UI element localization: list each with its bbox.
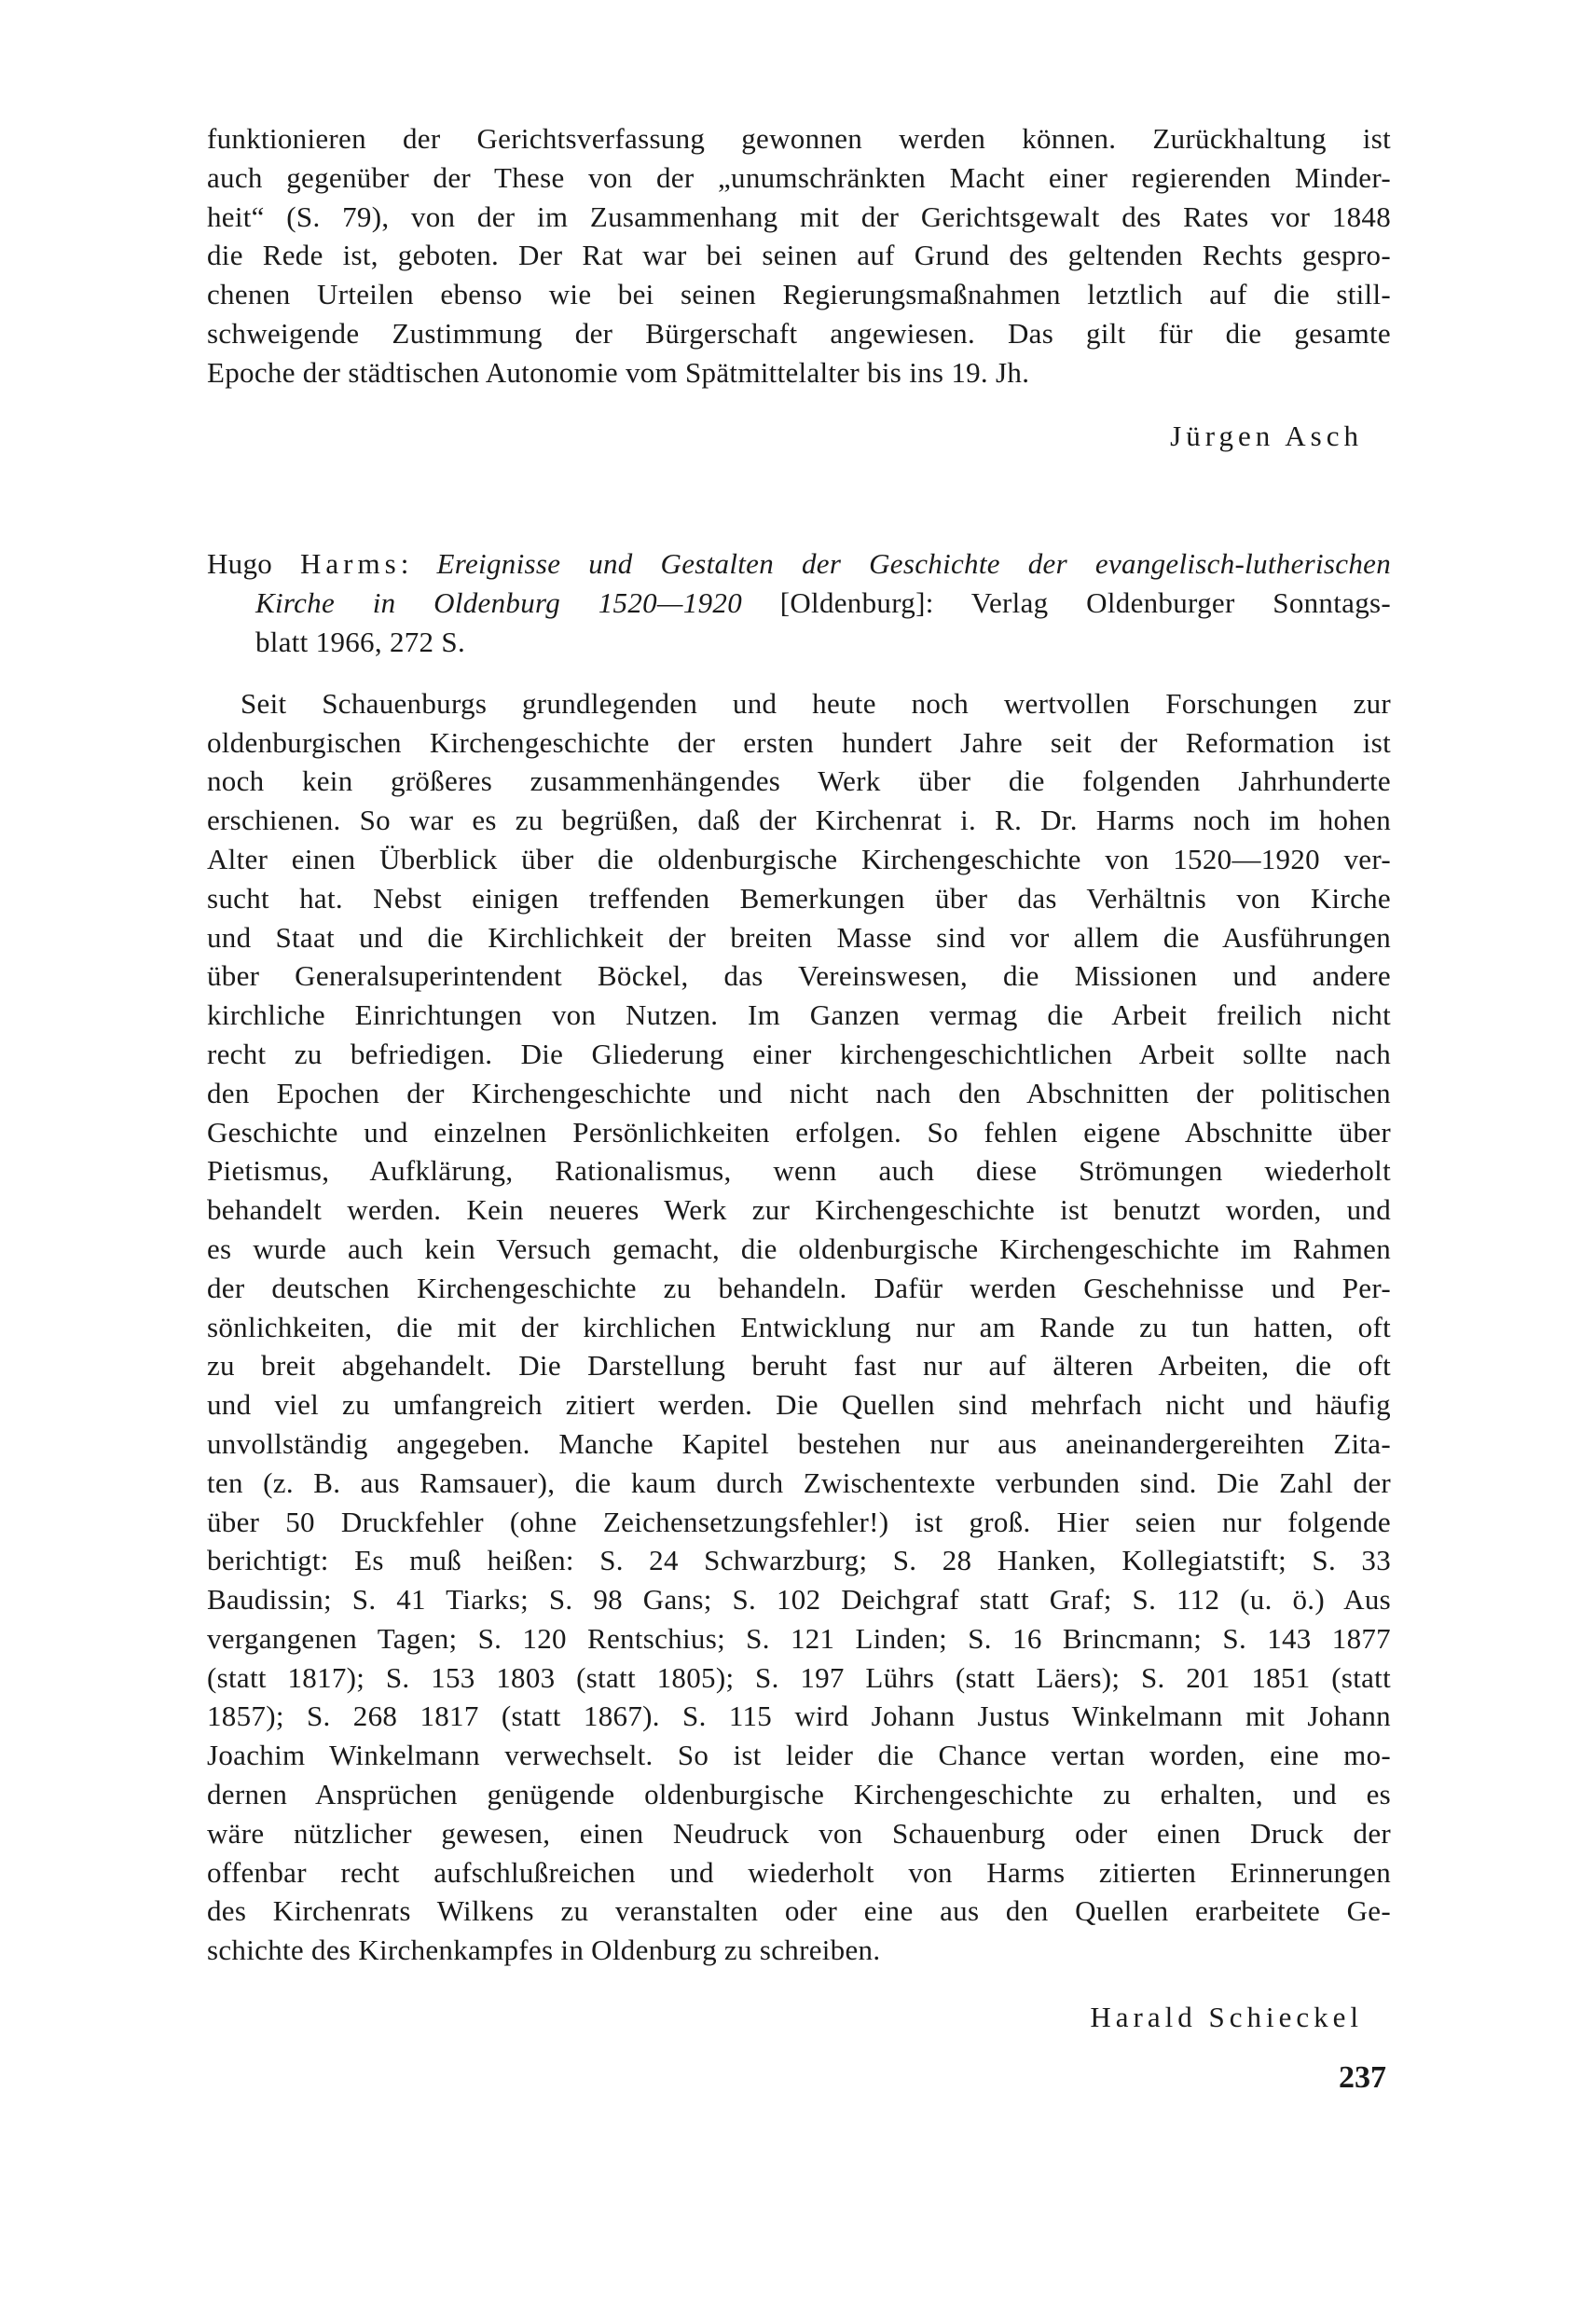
text-column bbox=[207, 119, 1391, 2037]
citation-title-part-2: Kirche in Oldenburg 1520—1920 bbox=[255, 586, 742, 620]
citation-year-pages: blatt 1966, 272 S. bbox=[255, 625, 465, 658]
text-line: erschienen. So war es zu begrüßen, daß der Kirchenrat i. R. Dr. Harms noch im hohen bbox=[207, 804, 1391, 837]
citation-author-last: Harms bbox=[300, 547, 401, 581]
text-line: heit“ (S. 79), von der im Zusammenhang mit der Gerichtsgewalt des Rates vor 1848 bbox=[207, 200, 1391, 233]
text-line: kirchliche Einrichtungen von Nutzen. Im Ganzen vermag die Arbeit freilich nicht bbox=[207, 998, 1391, 1032]
text-line: sucht hat. Nebst einigen treffenden Bemerkungen über das Verhältnis von Kirche bbox=[207, 881, 1391, 915]
text-line: sönlichkeiten, die mit der kirchlichen Entwicklung nur am Rande zu tun hatten, oft bbox=[207, 1310, 1391, 1343]
text-line: es wurde auch kein Versuch gemacht, die oldenburgische Kirchengeschichte im Rahmen bbox=[207, 1232, 1391, 1265]
page-number: 237 bbox=[1339, 2060, 1386, 2095]
text-line: ten (z. B. aus Ramsauer), die kaum durch Zwischentexte verbunden sind. Die Zahl der bbox=[207, 1466, 1391, 1499]
text-line: die Rede ist, geboten. Der Rat war bei seinen auf Grund des geltenden Rechts gespro- bbox=[207, 239, 1391, 272]
text-line: (statt 1817); S. 153 1803 (statt 1805); S. 197 Lührs (statt Läers); S. 201 1851 (statt bbox=[207, 1660, 1391, 1694]
text-line: Joachim Winkelmann verwechselt. So ist leider die Chance vertan worden, eine mo- bbox=[207, 1739, 1391, 1772]
text-line: Baudissin; S. 41 Tiarks; S. 98 Gans; S. 102 Deichgraf statt Graf; S. 112 (u. ö.) Aus bbox=[207, 1583, 1391, 1617]
text-line: der deutschen Kirchengeschichte zu behandeln. Dafür werden Geschehnisse und Per- bbox=[207, 1271, 1391, 1304]
text-line: unvollständig angegeben. Manche Kapitel bestehen nur aus aneinandergereihten Zita- bbox=[207, 1426, 1391, 1460]
review-2-text bbox=[207, 684, 1391, 1970]
citation-author-first: Hugo bbox=[207, 547, 273, 581]
citation-publisher: [Oldenburg]: Verlag Oldenburger Sonntags- bbox=[779, 586, 1391, 620]
text-line: noch kein größeres zusammenhängendes Werk über die folgenden Jahrhunderte bbox=[207, 764, 1391, 798]
citation-title-part-1: Ereignisse und Gestalten der Geschichte der evangelisch-lutherischen bbox=[436, 547, 1391, 581]
citation-separator: : bbox=[400, 547, 409, 581]
text-line: funktionieren der Gerichtsverfassung gewonnen werden können. Zurückhaltung ist bbox=[207, 122, 1391, 155]
text-line: zu breit abgehandelt. Die Darstellung beruht fast nur auf älteren Arbeiten, die oft bbox=[207, 1349, 1391, 1383]
reviewer-signature-asch: Jürgen Asch bbox=[1170, 419, 1363, 452]
text-line: Geschichte und einzelnen Persönlichkeiten erfolgen. So fehlen eigene Abschnitte über bbox=[207, 1115, 1391, 1149]
review-1-text bbox=[207, 119, 1391, 392]
text-line: 1857); S. 268 1817 (statt 1867). S. 115 wird Johann Justus Winkelmann mit Johann bbox=[207, 1700, 1391, 1733]
text-line: Alter einen Überblick über die oldenburgische Kirchengeschichte von 1520—1920 ver- bbox=[207, 842, 1391, 875]
text-line: Seit Schauenburgs grundlegenden und heute noch wertvollen Forschungen zur bbox=[241, 686, 1391, 720]
text-line: den Epochen der Kirchengeschichte und nicht nach den Abschnitten der politischen bbox=[207, 1076, 1391, 1109]
text-line: über 50 Druckfehler (ohne Zeichensetzungsfehler!) ist groß. Hier seien nur folgende bbox=[207, 1505, 1391, 1538]
text-line: offenbar recht aufschlußreichen und wiederholt von Harms zitierten Erinnerungen bbox=[207, 1855, 1391, 1889]
text-line: chenen Urteilen ebenso wie bei seinen Regierungsmaßnahmen letztlich auf die still- bbox=[207, 278, 1391, 311]
text-line: recht zu befriedigen. Die Gliederung einer kirchengeschichtlichen Arbeit sollte nach bbox=[207, 1037, 1391, 1070]
text-line: schweigende Zustimmung der Bürgerschaft angewiesen. Das gilt für die gesamte bbox=[207, 316, 1391, 350]
book-citation bbox=[207, 544, 1391, 661]
citation-line-1 bbox=[207, 544, 1391, 584]
citation-line-2 bbox=[207, 584, 1391, 623]
text-line: und viel zu umfangreich zitiert werden. Die Quellen sind mehrfach nicht und häufig bbox=[207, 1388, 1391, 1422]
text-line: über Generalsuperintendent Böckel, das Vereinswesen, die Missionen und andere bbox=[207, 959, 1391, 993]
text-line: Epoche der städtischen Autonomie vom Spätmittelalter bis ins 19. Jh. bbox=[207, 355, 1030, 389]
citation-line-3 bbox=[207, 623, 1391, 662]
text-line: berichtigt: Es muß heißen: S. 24 Schwarzburg; S. 28 Hanken, Kollegiatstift; S. 33 bbox=[207, 1544, 1391, 1577]
text-line: Pietismus, Aufklärung, Rationalismus, wenn auch diese Strömungen wiederholt bbox=[207, 1154, 1391, 1188]
text-line: und Staat und die Kirchlichkeit der breiten Masse sind vor allem die Ausführungen bbox=[207, 920, 1391, 954]
text-line: auch gegenüber der These von der „unumschränkten Macht einer regierenden Minder- bbox=[207, 160, 1391, 194]
reviewer-signature-schieckel: Harald Schieckel bbox=[1090, 2001, 1363, 2034]
text-line: schichte des Kirchenkampfes in Oldenburg zu schreiben. bbox=[207, 1934, 881, 1967]
text-line: wäre nützlicher gewesen, einen Neudruck von Schauenburg oder einen Druck der bbox=[207, 1816, 1391, 1850]
text-line: behandelt werden. Kein neueres Werk zur Kirchengeschichte ist benutzt worden, und bbox=[207, 1193, 1391, 1227]
text-line: des Kirchenrats Wilkens zu veranstalten oder eine aus den Quellen erarbeitete Ge- bbox=[207, 1894, 1391, 1928]
text-line: vergangenen Tagen; S. 120 Rentschius; S. 121 Linden; S. 16 Brincmann; S. 143 1877 bbox=[207, 1621, 1391, 1655]
text-line: oldenburgischen Kirchengeschichte der ersten hundert Jahre seit der Reformation ist bbox=[207, 725, 1391, 759]
text-line: dernen Ansprüchen genügende oldenburgische Kirchengeschichte zu erhalten, und es bbox=[207, 1778, 1391, 1811]
